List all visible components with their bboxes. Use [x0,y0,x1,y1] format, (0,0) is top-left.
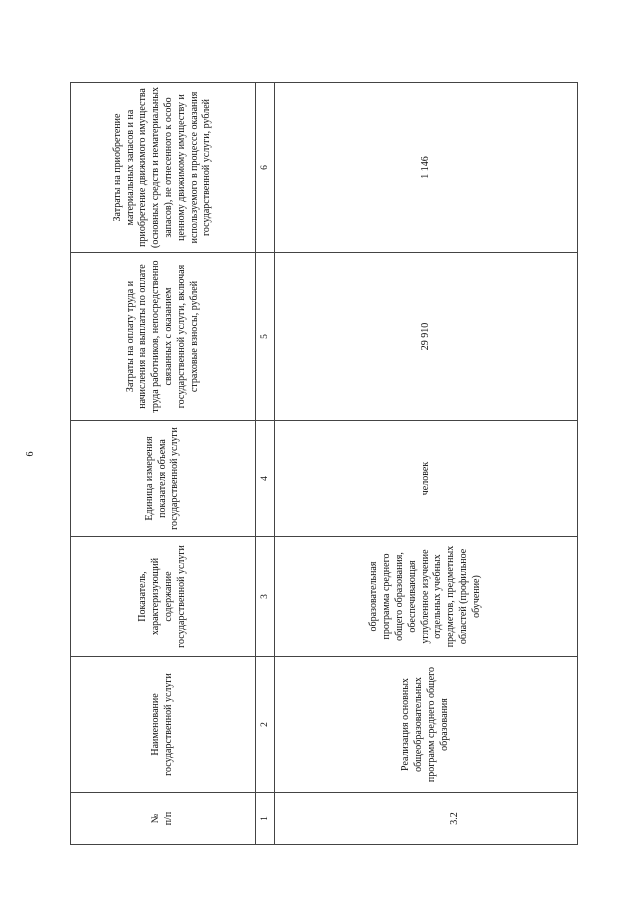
page-number: 6 [24,451,36,457]
column-number-cell: 3 [256,537,275,657]
header-cell-number: № п/п [71,793,256,845]
unit-cell: человек [275,421,578,537]
header-cell-labor-costs: Затраты на оплату труда и начисления на выплаты по оплате труда работников, непосредственно связанных с оказанием государственной услуги, включая страховые взносы, рублей [71,253,256,421]
column-number-cell: 4 [256,421,275,537]
material-costs-cell: 1 146 [275,83,578,253]
labor-costs-cell: 29 910 [275,253,578,421]
column-number-cell: 2 [256,657,275,793]
table-row [275,83,578,845]
column-number-cell: 5 [256,253,275,421]
cost-table [70,82,578,845]
column-number-cell: 1 [256,793,275,845]
row-number-cell: 3.2 [275,793,578,845]
content-indicator-cell: образовательная программа среднего общего образования, обеспечивающая углубленное изучение отдельных учебных предметов, предметных областей (профильное обучение) [275,537,578,657]
header-cell-service-name: Наименование государственной услуги [71,657,256,793]
header-cell-content-indicator: Показатель, характеризующий содержание государственной услуги [71,537,256,657]
table-header-row [71,83,256,845]
service-name-cell: Реализация основных общеобразовательных программ среднего общего образования [275,657,578,793]
column-number-row [256,83,275,845]
header-cell-material-costs: Затраты на приобретение материальных запасов и на приобретение движимого имущества (основных средств и нематериальных запасов), не отнесенного к особо ценному движимому имуществу и используемого в процессе оказания государственной услуги, рублей [71,83,256,253]
header-cell-unit: Единица измерения показателя объема государственной услуги [71,421,256,537]
column-number-cell: 6 [256,83,275,253]
